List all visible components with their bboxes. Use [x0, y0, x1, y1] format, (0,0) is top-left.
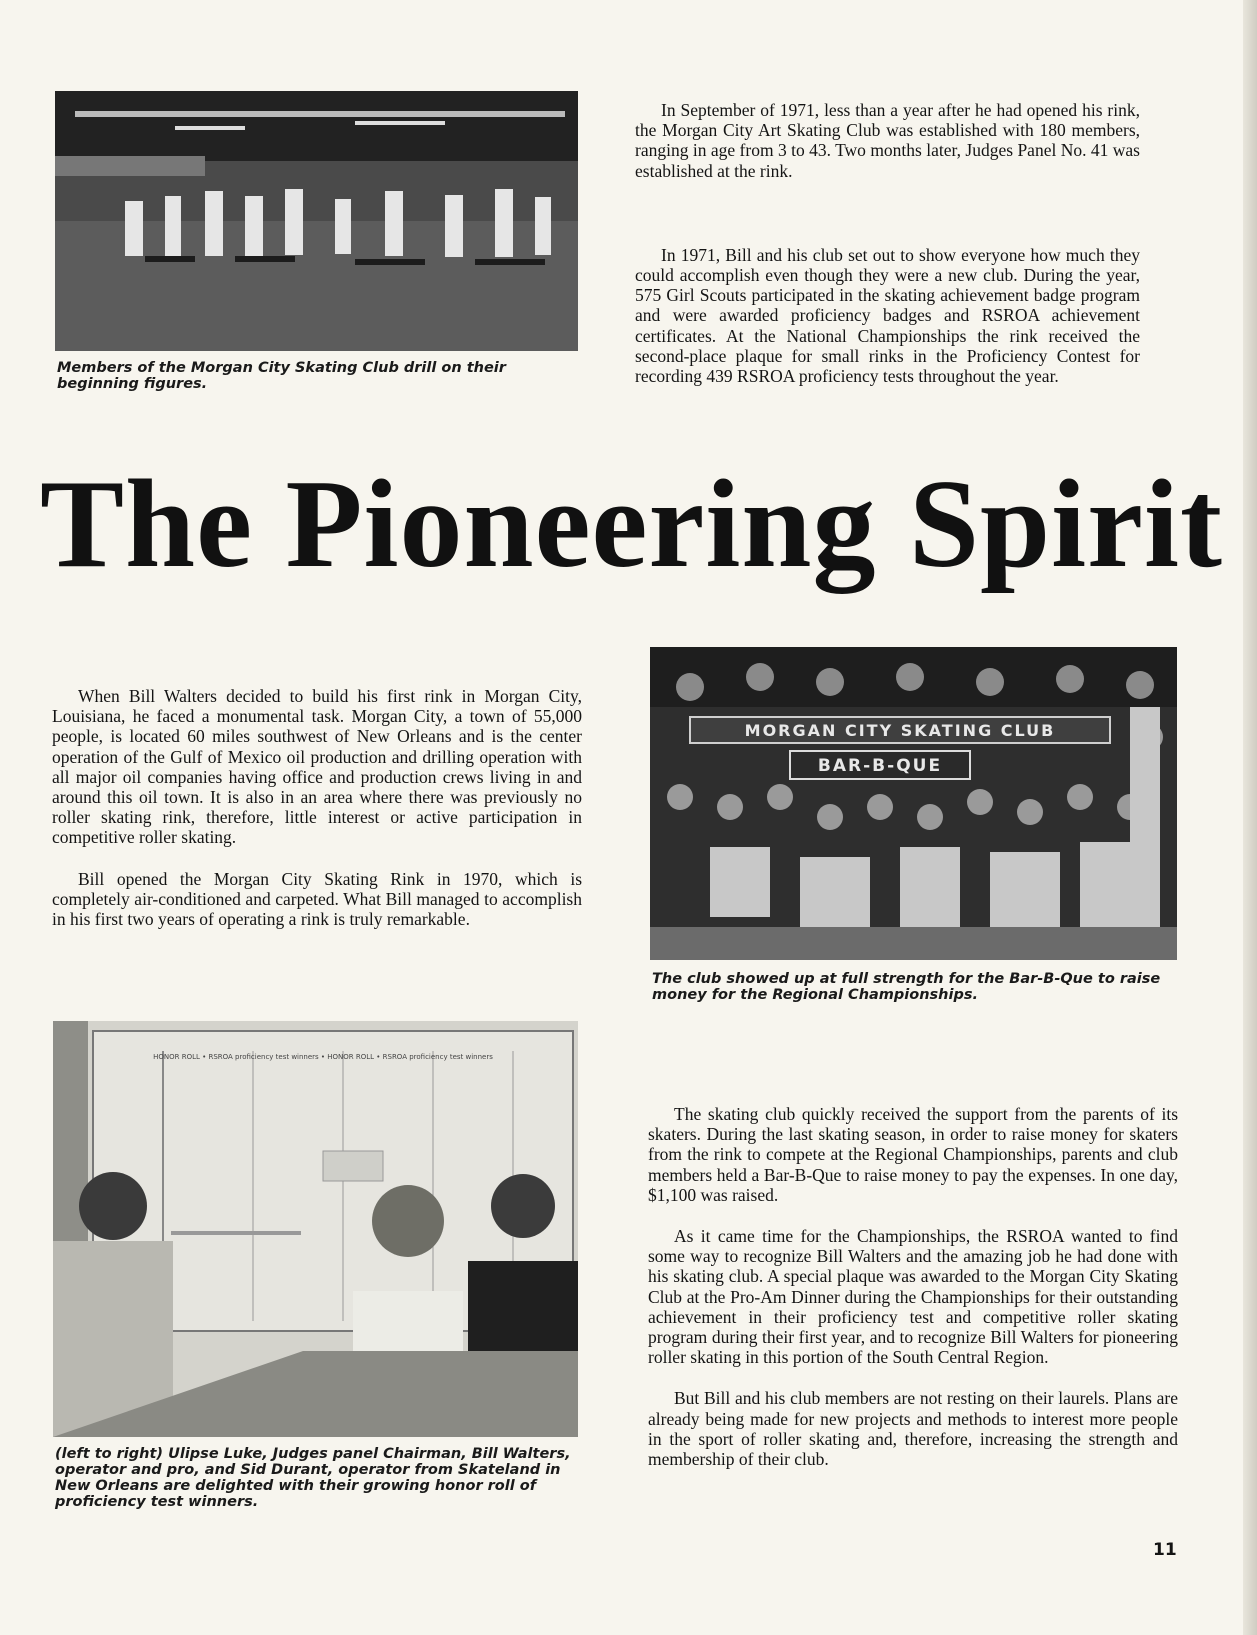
honor-roll-photo-caption: (left to right) Ulipse Luke, Judges panel Chairman, Bill Walters, operator and pro, and Sid Durant, operator from Skateland in New Orleans are delighted with their growing honor roll of proficiency test winners.	[55, 1446, 571, 1510]
paragraph: The skating club quickly received the support from the parents of its skaters. During the last skating season, in order to raise money for skaters from the rink to compete at the Regional Championships, parents and club members held a Bar-B-Que to raise money to pay the expenses. In one day, $1,100 was raised.	[648, 1104, 1178, 1205]
right-text-column	[648, 1104, 1178, 1490]
paragraph: Bill opened the Morgan City Skating Rink in 1970, which is completely air-conditioned and carpeted. What Bill managed to accomplish in his first two years of operating a rink is truly remarkable.	[52, 868, 582, 930]
barbque-group-photo	[650, 647, 1177, 960]
paragraph: In September of 1971, less than a year after he had opened his rink, the Morgan City Art Skating Club was established with 180 members, ranging in age from 3 to 43. Two months later, Judges Panel No. 41 was established at the rink.	[635, 100, 1140, 181]
paragraph: In 1971, Bill and his club set out to show everyone how much they could accomplish even though they were a new club. During the year, 575 Girl Scouts participated in the skating achievement badge program and were awarded proficiency badges and RSROA achievement certificates. At the National Championships the rink received the second-place plaque for small rinks in the Proficiency Contest for recording 439 RSROA proficiency tests throughout the year.	[635, 244, 1140, 387]
page-edge	[1243, 0, 1257, 1635]
honor-roll-photo	[53, 1021, 578, 1437]
banner-club-text: MORGAN CITY SKATING CLUB	[744, 721, 1056, 740]
left-text-column	[52, 686, 582, 950]
skaters-photo	[55, 91, 578, 351]
page-title: The Pioneering Spirit	[40, 455, 1223, 594]
page-number: 11	[1153, 1540, 1177, 1560]
skaters-photo-caption: Members of the Morgan City Skating Club drill on their beginning figures.	[57, 360, 506, 392]
paragraph: As it came time for the Championships, the RSROA wanted to find some way to recognize Bill Walters and the amazing job he had done with his skating club. A special plaque was awarded to the Morgan City Skating Club at the Pro-Am Dinner during the Championships for their outstanding achievement in their proficiency test and competitive roller skating program during their first year, and to recognize Bill Walters for pioneering roller skating in this portion of the South Central Region.	[648, 1226, 1178, 1368]
honor-roll-board-heading: HONOR ROLL • RSROA proficiency test winners • HONOR ROLL • RSROA proficiency test winners	[153, 1053, 493, 1061]
barbque-photo-caption: The club showed up at full strength for the Bar-B-Que to raise money for the Regional Championships.	[652, 971, 1161, 1003]
paragraph: When Bill Walters decided to build his first rink in Morgan City, Louisiana, he faced a monumental task. Morgan City, a town of 55,000 people, is located 60 miles southwest of New Orleans and is the center operation of the Gulf of Mexico oil production and drilling operation with all major oil companies having office and production crews living in and around this oil town. It is also in an area where there was previously no roller skating rink, therefore, little interest or active participation in competitive roller skating.	[52, 686, 582, 848]
intro-text-column	[635, 100, 1140, 407]
paragraph: But Bill and his club members are not resting on their laurels. Plans are already being made for new projects and methods to interest more people in the sport of roller skating and, therefore, increasing the strength and membership of their club.	[648, 1388, 1178, 1470]
banner-bbq-text: BAR-B-QUE	[817, 756, 943, 776]
